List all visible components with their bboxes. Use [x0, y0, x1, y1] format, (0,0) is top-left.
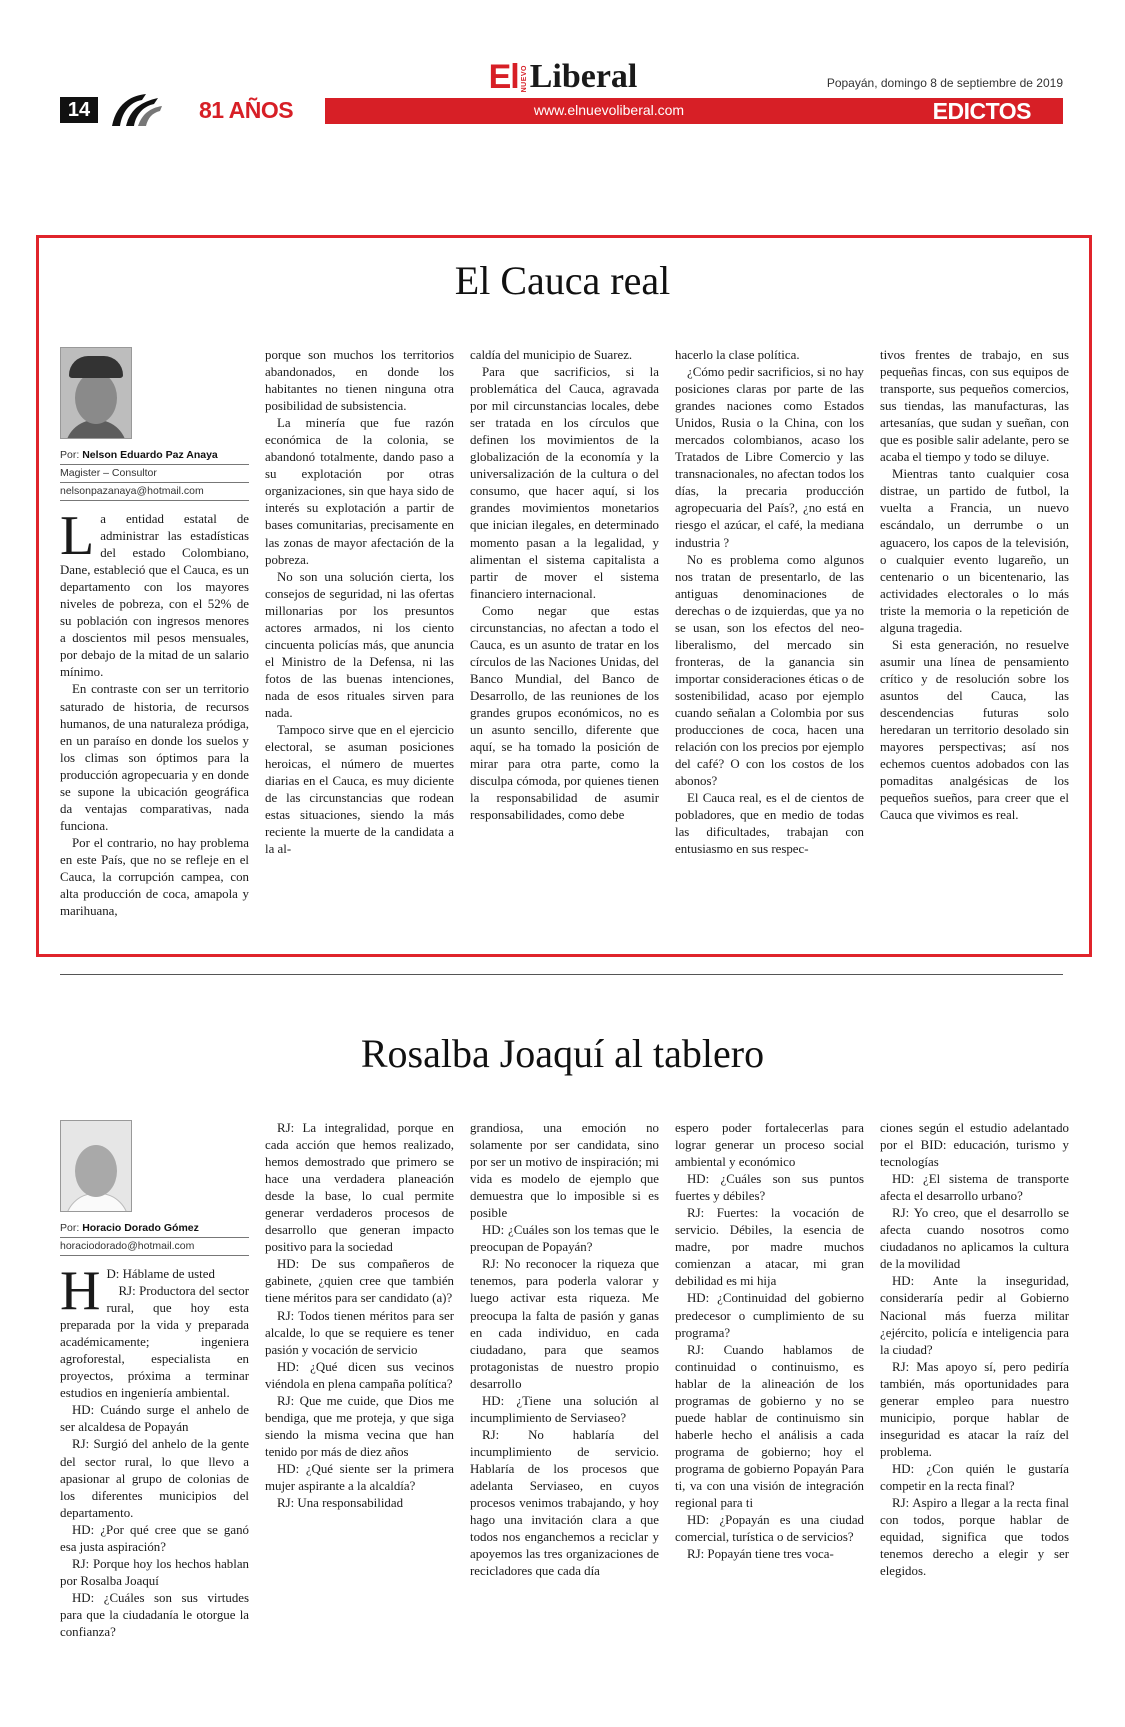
interview-line: HD: Cuándo surge el anhelo de ser alcaldesa de Popayán — [60, 1403, 249, 1435]
interview-line: RJ: Yo creo, que el desarrollo se afecta cuando nosotros como ciudadanos no aplicamos la cultura de la movilidad — [880, 1206, 1069, 1272]
author-name: Horacio Dorado Gómez — [82, 1222, 199, 1234]
paragraph: No es problema como algunos nos tratan de presentarlo, de las antiguas denominaciones de derechas o de izquierdas, que ya no se usan, son los efectos del neo-liberalismo, del mercado sin fronteras, de la ganancia sin importar consideraciones éticas o de sostenibilidad, acaso por ejemplo cuando señalan a Colombia por sus producciones de coca, hacen una relación con los precios por ejemplo del café? O con los costos de los abonos? — [675, 552, 864, 789]
article-columns — [60, 1120, 1069, 1641]
interview-line: HD: ¿Cuáles son los temas que le preocupan de Popayán? — [470, 1223, 659, 1255]
logo-nuevo: NUEVO — [520, 64, 528, 92]
anniversary-label: 81 AÑOS — [199, 97, 294, 123]
column-2 — [265, 1120, 454, 1641]
interview-line: HD: ¿El sistema de transporte afecta el desarrollo urbano? — [880, 1172, 1069, 1204]
page-header — [0, 0, 1125, 140]
paragraph: La minería que fue razón económica de la colonia, se abandonó totalmente, dando paso a su explotación por otras organizaciones, sin que haya sido de interés su explotación a partir de bases comunitarias, precisamente en las zonas de mayor afectación de la pobreza. — [265, 416, 454, 567]
section-title: EDICTOS — [932, 98, 1031, 124]
interview-line: HD: ¿Por qué cree que se ganó esa justa aspiración? — [60, 1522, 249, 1554]
interview-line: RJ: Mas apoyo sí, pero pediría también, más oportunidades para generar empleo para nuestro municipio, porque hablar de inseguridad es atacar la raíz del problema. — [880, 1359, 1069, 1459]
interview-line: HD: ¿Continuidad del gobierno predecesor o cumplimiento de su programa? — [675, 1291, 864, 1340]
interview-line: RJ: Aspiro a llegar a la recta final con todos, porque hablar de equidad, significa que todos tenemos derecho a elegir y ser elegidos. — [880, 1496, 1069, 1579]
newspaper-logo — [478, 58, 648, 94]
author-email[interactable]: nelsonpazanaya@hotmail.com — [60, 483, 249, 501]
interview-line: HD: ¿Con quién le gustaría competir en la recta final? — [880, 1461, 1069, 1493]
interview-line: HD: ¿Cuáles son sus virtudes para que la ciudadanía le otorgue la confianza? — [60, 1590, 249, 1639]
page-number: 14 — [60, 97, 98, 123]
column-5 — [880, 347, 1069, 920]
interview-line: HD: ¿Tiene una solución al incumplimiento de Serviaseo? — [470, 1393, 659, 1425]
section-bar — [325, 98, 1063, 124]
article-rosalba-joaqui — [0, 1015, 1125, 1715]
paragraph: La entidad estatal de administrar las estadísticas del estado Colombiano, Dane, estableció que el Cauca, es un departamento con los mayores niveles de pobreza, con el 52% de su población con ingresos menores a doscientos mil pesos mensuales, por debajo de la mitad de un salario mínimo. — [60, 505, 249, 680]
interview-line: HD: Háblame de usted — [60, 1260, 215, 1322]
author-byline — [60, 447, 249, 465]
interview-line: RJ: Que me cuide, que Dios me bendiga, que me proteja, y que siga siendo la misma vecina que han tenido por más de diez años — [265, 1393, 454, 1459]
interview-line: HD: ¿Cuáles son sus puntos fuertes y débiles? — [675, 1172, 864, 1204]
interview-line: HD: De sus compañeros de gabinete, ¿quien cree que también tiene méritos para ser candidato (a)? — [265, 1257, 454, 1306]
interview-line: HD: ¿Qué dicen sus vecinos viéndola en plena campaña política? — [265, 1359, 454, 1391]
article-el-cauca-real — [0, 235, 1125, 959]
column-5 — [880, 1120, 1069, 1641]
paragraph: Por el contrario, no hay problema en este País, que no se refleje en el Cauca, la corrupción campea, con alta producción de coca, amapola y marihuana, — [60, 835, 249, 919]
paragraph: Si esta generación, no resuelve asumir una línea de pensamiento crítico y de resolución sobre los asuntos del Cauca, las descendencias futuras solo heredaran un territorio desolado sin mayores perspectivas; así nos echemos cuentos adobados con las pomaditas analgésicas de los pequeños sueños, para creer que el Cauca que vivimos es real. — [880, 637, 1069, 823]
article-columns — [60, 347, 1069, 920]
author-name: Nelson Eduardo Paz Anaya — [82, 449, 218, 461]
author-photo — [60, 347, 132, 439]
edition-date: Popayán, domingo 8 de septiembre de 2019 — [826, 76, 1063, 90]
column-4 — [675, 347, 864, 920]
column-2 — [265, 347, 454, 920]
paragraph: En contraste con ser un territorio saturado de historia, de recursos humanos, de una naturaleza pródiga, en un paraíso en donde los suelos y los climas son óptimos para la producción agropecuaria y en donde se supone la ubicación geográfica da ventajas comparativas, nada funciona. — [60, 682, 249, 833]
column-1 — [60, 347, 249, 920]
column-1 — [60, 1120, 249, 1641]
interview-line: RJ: La integralidad, porque en cada acción que hemos realizado, hemos demostrado que primero se hace una verdadera planeación desde la base, lo cual permite generar verdaderos procesos de desarrollo que generan impacto positivo para la sociedad — [265, 1121, 454, 1255]
interview-line: HD: ¿Popayán es una ciudad comercial, turística o de servicios? — [675, 1513, 864, 1545]
column-3 — [470, 347, 659, 920]
paragraph: ¿Cómo pedir sacrificios, si no hay posiciones claras por parte de las grandes naciones como Estados Unidos, Rusia o la China, con los mercados colombianos, acaso los Tratados de Libre Comercio y las transnacionales, no afectan todos los días, la precaria producción agropecuaria del País?, ¿no está en riesgo el azúcar, el café, la mediana industria ? — [675, 365, 864, 550]
section-divider — [60, 974, 1063, 975]
paragraph: El Cauca real, es el de cientos de pobladores, que en medio de todas las dificultades, trabajan con entusiasmo en sus respec- — [675, 791, 864, 857]
interview-line: RJ: Surgió del anhelo de la gente del sector rural, lo que llevo a apasionar al grupo de colonias de los diferentes municipios del departamento. — [60, 1437, 249, 1520]
paragraph: Tampoco sirve que en el ejercicio electoral, se asuman posiciones heroicas, el número de muertes diarias en el Cauca, es muy diciente de las circunstancias que rodean estas situaciones, siendo la más reciente la muerte de la candidata a la al- — [265, 723, 454, 857]
author-box — [60, 347, 249, 501]
interview-line: espero poder fortalecerlas para lograr generar un proceso social ambiental y económico — [675, 1121, 864, 1170]
column-4 — [675, 1120, 864, 1641]
interview-line: RJ: Popayán tiene tres voca- — [687, 1547, 834, 1562]
interview-line: RJ: Porque hoy los hechos hablan por Rosalba Joaquí — [60, 1556, 249, 1588]
paragraph: hacerlo la clase política. — [675, 348, 800, 362]
author-email[interactable]: horaciodorado@hotmail.com — [60, 1238, 249, 1256]
interview-line: RJ: Cuando hablamos de continuidad o continuismo, es hablar de la alineación de los programas de gobierno y no se puede hablar de continuismo sin haberle hecho el análisis a cada programa de gobierno; hoy el programa de gobierno Popayán Para ti, va con una visión de integración regional para ti — [675, 1342, 864, 1511]
interview-line: RJ: Productora del sector rural, que hoy esta preparada por la vida y preparada académicamente; ingeniera agroforestal, especialista en proyectos, próxima a terminar estudios en ingeniería ambiental. — [60, 1284, 249, 1401]
paragraph: caldía del municipio de Suarez. — [470, 348, 633, 362]
interview-line: RJ: No hablaría del incumplimiento de servicio. Hablaría de los procesos que adelanta Serviaseo, en cuyos procesos venimos trabajando, y hoy hago una invitación clara a que todos nos enganchemos a reciclar y apoyemos las tres organizaciones de recicladores que cada día — [470, 1427, 659, 1579]
website-link[interactable]: www.elnuevoliberal.com — [533, 102, 685, 118]
interview-line: RJ: Fuertes: la vocación de servicio. Débiles, la esencia de madre, por madre muchos comienzan a atacar, mi gran debilidad es mi hija — [675, 1206, 864, 1289]
paragraph: Como negar que estas circunstancias, no afectan a todo el Cauca, es un asunto de tratar en los círculos de las Naciones Unidas, del Banco Mundial, del Banco de Desarrollo, de las reuniones de los grandes grupos económicos, no es un asunto sencillo, diferente que aquí, se ha tomado la posición de mirar para otra parte, como la disculpa cómoda, por quienes tienen la responsabilidad de asumir responsabilidades, como debe — [470, 603, 659, 823]
logo-liberal: Liberal — [529, 58, 638, 95]
swoosh-icon — [102, 92, 164, 126]
interview-line: RJ: Una responsabilidad — [277, 1496, 404, 1511]
interview-line: HD: Ante la inseguridad, consideraría pedir al Gobierno Nacional más fuerza militar ¿ejército, policía e inteligencia para la ciudad? — [880, 1274, 1069, 1357]
interview-line: ciones según el estudio adelantado por el BID: educación, turismo y tecnologías — [880, 1121, 1069, 1170]
paragraph: No son una solución cierta, los consejos de seguridad, ni las ofertas millonarias por los presuntos actores armados, ni los ciento cincuenta policías más, que anuncia el Ministro de la Defensa, ni las fotos de las buenas intenciones, nada de esos rituales sirven para nada. — [265, 569, 454, 720]
interview-line: HD: ¿Qué siente ser la primera mujer aspirante a la alcaldía? — [265, 1461, 454, 1493]
interview-line: RJ: No reconocer la riqueza que tenemos, para poderla valorar y luego activar esta riqueza. Me preocupa la falta de pasión y ganas en cada individuo, en cada ciudadano, para que seamos protagonistas de nuestro propio desarrollo — [470, 1257, 659, 1391]
author-box — [60, 1120, 249, 1256]
author-byline — [60, 1220, 249, 1238]
logo-el: El — [488, 58, 519, 96]
paragraph: Para que sacrificios, si la problemática del Cauca, agravada por mil circunstancias locales, debe ser tratada en los círculos que definen los movimientos de la globalización de la economía y la universalización de la cultura o del consumo, que hacer aquí, si los grandes movimientos monetarios que inician ilegales, en determinado momento pasan a la legalidad, y alimentan el sistema capitalista a partir de mover el sistema financiero internacional. — [470, 365, 659, 601]
interview-line: grandiosa, una emoción no solamente por ser candidata, sino por ser un motivo de inspiración; mi vida es modelo de ejemplo que demuestra que lo imposible si es posible — [470, 1121, 659, 1221]
paragraph: Mientras tanto cualquier cosa distrae, un partido de futbol, la vuelta a Francia, un nuevo escándalo, un derrumbe o un aguacero, los capos de la televisión, o cualquier evento lugareño, un centenario o un bicentenario, las actividades electorales o lo más triste la memoria o la repetición de alguna tragedia. — [880, 467, 1069, 635]
byline-prefix: Por: — [60, 1222, 83, 1234]
byline-prefix: Por: — [60, 449, 83, 461]
paragraph: porque son muchos los territorios abandonados, en donde los habitantes no tienen ninguna otra posibilidad de subsistencia. — [265, 348, 454, 414]
interview-line: RJ: Todos tienen méritos para ser alcalde, lo que se requiere es tener pasión y vocación de servicio — [265, 1308, 454, 1357]
author-role: Magister – Consultor — [60, 465, 249, 483]
article-title: El Cauca real — [454, 258, 671, 303]
article-title: Rosalba Joaquí al tablero — [360, 1031, 765, 1076]
paragraph: tivos frentes de trabajo, en sus pequeñas fincas, con sus equipos de transporte, sus pequeños comercios, sus tiendas, las manufacturas, las artesanías, que sudan y sueñan, con que es posible salir adelante, pero se acaba el tiempo y todo se diluye. — [880, 348, 1069, 465]
author-photo — [60, 1120, 132, 1212]
column-3 — [470, 1120, 659, 1641]
